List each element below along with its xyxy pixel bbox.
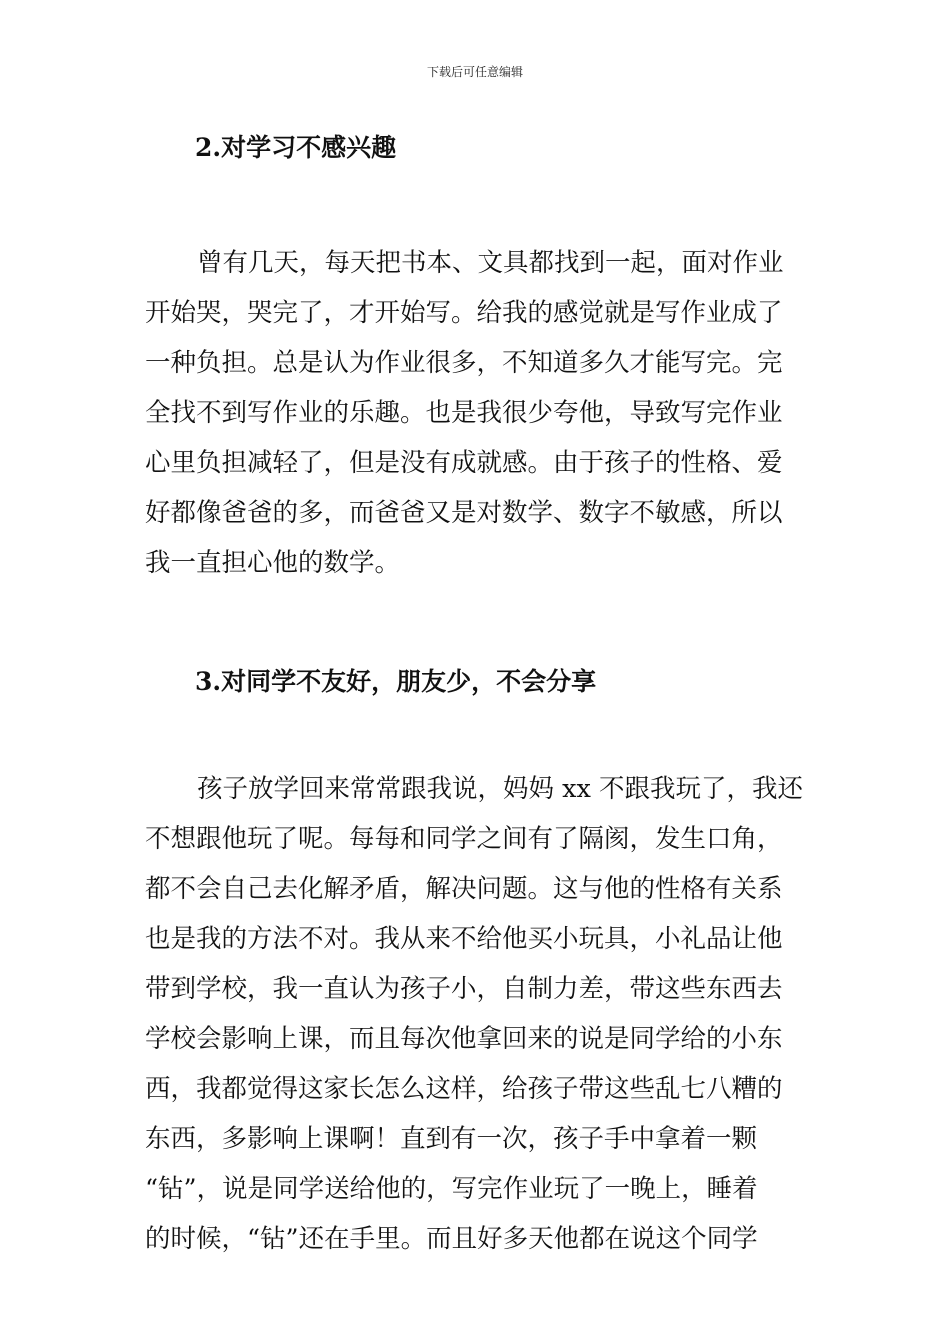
paragraph-line: 带到学校，我一直认为孩子小，自制力差，带这些东西去: [145, 974, 783, 1004]
section-heading-2: 2.对学习不感兴趣: [195, 133, 397, 162]
paragraph-line: 学校会影响上课，而且每次他拿回来的说是同学给的小东: [145, 1024, 783, 1054]
paragraph-line: 我一直担心他的数学。: [145, 548, 401, 578]
paragraph-line: 也是我的方法不对。我从来不给他买小玩具，小礼品让他: [145, 924, 783, 954]
paragraph-line: 全找不到写作业的乐趣。也是我很少夸他，导致写完作业: [145, 398, 783, 428]
paragraph-line: 心里负担减轻了，但是没有成就感。由于孩子的性格、爱: [145, 448, 783, 478]
paragraph-line: 曾有几天，每天把书本、文具都找到一起，面对作业: [197, 248, 784, 278]
paragraph-classmates: [145, 764, 807, 1264]
paragraph-line: 都不会自己去化解矛盾，解决问题。这与他的性格有关系: [145, 874, 783, 904]
header-note: 下载后可任意编辑: [426, 65, 523, 79]
paragraph-line: 西，我都觉得这家长怎么这样，给孩子带这些乱七八糟的: [145, 1074, 783, 1104]
paragraph-line: 的时候，“钻”还在手里。而且好多天他都在说这个同学: [145, 1224, 758, 1254]
paragraph-line: 孩子放学回来常常跟我说，妈妈 xx 不跟我玩了，我还: [197, 774, 803, 804]
document-body: [145, 128, 807, 1264]
paragraph-line: 一种负担。总是认为作业很多，不知道多久才能写完。完: [145, 348, 783, 378]
paragraph-line: 好都像爸爸的多，而爸爸又是对数学、数字不敏感，所以: [145, 498, 783, 528]
section-heading-3: 3.对同学不友好，朋友少，不会分享: [195, 667, 597, 696]
paragraph-line: “钻”，说是同学送给他的，写完作业玩了一晚上，睡着: [145, 1174, 758, 1204]
paragraph-line: 不想跟他玩了呢。每每和同学之间有了隔阂，发生口角，: [145, 824, 783, 854]
paragraph-line: 东西，多影响上课啊！直到有一次，孩子手中拿着一颗: [145, 1124, 758, 1154]
paragraph-learning-interest: [145, 238, 807, 588]
paragraph-line: 开始哭，哭完了，才开始写。给我的感觉就是写作业成了: [145, 298, 783, 328]
